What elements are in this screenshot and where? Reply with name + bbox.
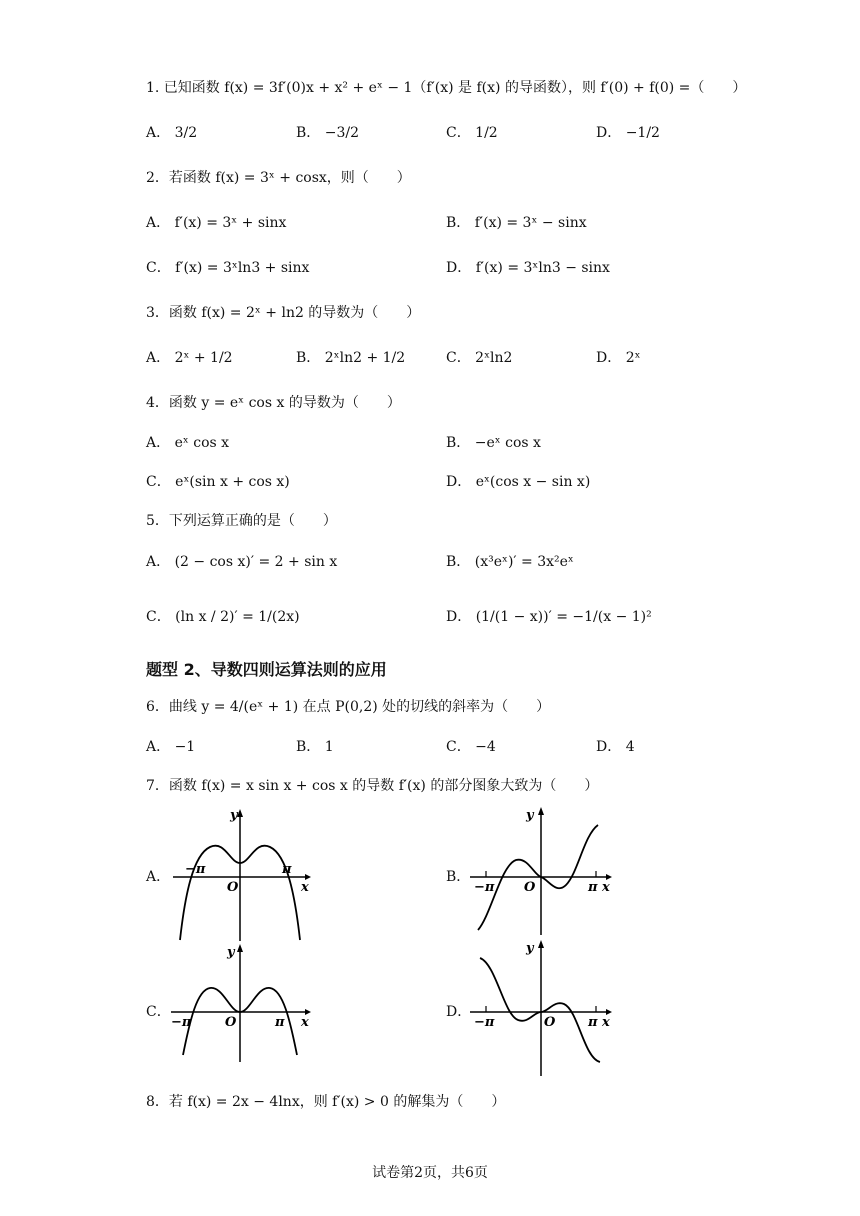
option-label: A．: [146, 739, 171, 755]
question-7-stem: 7．函数 f(x) = x sin x + cos x 的导数 f′(x) 的部分图象大致为（ ）: [146, 778, 599, 794]
q7-option-d-label[interactable]: D．: [446, 1004, 472, 1020]
option-text: −eˣ cos x: [474, 435, 541, 451]
q3-option-a[interactable]: [146, 348, 233, 368]
pi-label: π: [275, 1015, 285, 1030]
neg-pi-label: −π: [171, 1015, 192, 1030]
option-text: f′(x) = 3ˣln3 − sinx: [475, 260, 610, 276]
q6-option-d[interactable]: [596, 737, 635, 757]
x-label: x: [301, 880, 309, 895]
q5-option-c[interactable]: [146, 607, 300, 627]
option-text: 2ˣln2 + 1/2: [324, 350, 406, 366]
q4-option-a[interactable]: [146, 433, 229, 453]
option-label: D．: [446, 474, 472, 490]
option-label: B．: [446, 215, 471, 231]
option-label: B．: [446, 435, 471, 451]
option-label: D．: [446, 609, 472, 625]
q6-option-b[interactable]: [296, 737, 334, 757]
q2-option-a[interactable]: [146, 213, 286, 233]
y-label: y: [227, 945, 235, 960]
pi-label: π: [588, 1015, 598, 1030]
q7-option-c-label[interactable]: C．: [146, 1004, 171, 1020]
option-label: A．: [146, 215, 171, 231]
question-8-stem: 8．若 f(x) = 2x − 4lnx，则 f′(x) > 0 的解集为（ ）: [146, 1094, 506, 1110]
option-label: C．: [146, 609, 171, 625]
option-label: C．: [446, 350, 471, 366]
option-label: D．: [596, 350, 622, 366]
y-axis-arrow: [237, 809, 243, 817]
q3-option-d[interactable]: [596, 348, 641, 368]
option-label: B．: [296, 350, 321, 366]
neg-pi-label: −π: [474, 1015, 495, 1030]
question-5-stem: 5．下列运算正确的是（ ）: [146, 513, 337, 529]
origin-label: O: [544, 1015, 556, 1030]
question-3-stem: 3．函数 f(x) = 2ˣ + ln2 的导数为（ ）: [146, 305, 421, 321]
option-label: A．: [146, 554, 171, 570]
option-text: 4: [625, 739, 635, 755]
option-label: A．: [146, 125, 171, 141]
q4-option-b[interactable]: [446, 433, 541, 453]
option-label: D．: [596, 125, 622, 141]
option-label: D．: [446, 260, 472, 276]
q1-option-a[interactable]: [146, 123, 197, 143]
y-axis-arrow: [538, 807, 544, 815]
q2-option-b[interactable]: [446, 213, 587, 233]
option-text: 3/2: [174, 125, 198, 141]
option-text: 2ˣln2: [475, 350, 513, 366]
q7-option-b-label[interactable]: B．: [446, 869, 471, 885]
q3-option-c[interactable]: [446, 348, 512, 368]
option-label: C．: [446, 739, 471, 755]
q2-option-d[interactable]: [446, 258, 610, 278]
question-2-stem: 2．若函数 f(x) = 3ˣ + cosx，则（ ）: [146, 170, 411, 186]
origin-label: O: [524, 880, 536, 895]
origin-label: O: [227, 880, 239, 895]
question-1-stem: 1. 已知函数 f(x) = 3f′(0)x + x² + eˣ − 1（f′(x) 是 f(x) 的导函数），则 f′(0) + f(0) =（ ）: [146, 80, 747, 96]
option-text: 1/2: [475, 125, 498, 141]
q1-option-b[interactable]: [296, 123, 359, 143]
pi-label: π: [282, 862, 292, 877]
q5-option-d[interactable]: [446, 607, 652, 627]
section-heading: 题型 2、导数四则运算法则的应用: [146, 660, 387, 679]
option-text: (x³eˣ)′ = 3x²eˣ: [474, 554, 574, 570]
graph-b: [466, 805, 616, 940]
q1-option-d[interactable]: [596, 123, 660, 143]
option-text: f′(x) = 3ˣ − sinx: [474, 215, 587, 231]
option-text: 1: [324, 739, 334, 755]
q6-option-c[interactable]: [446, 737, 496, 757]
x-label: x: [301, 1015, 309, 1030]
x-label: x: [602, 1015, 610, 1030]
option-label: B．: [446, 554, 471, 570]
y-label: y: [230, 808, 238, 823]
option-label: A．: [146, 350, 171, 366]
x-label: x: [602, 880, 610, 895]
option-label: D．: [596, 739, 622, 755]
origin-label: O: [225, 1015, 237, 1030]
pi-label: π: [588, 880, 598, 895]
y-axis-arrow: [538, 940, 544, 948]
curve: [480, 958, 600, 1062]
option-text: eˣ(cos x − sin x): [475, 474, 591, 490]
q3-option-b[interactable]: [296, 348, 405, 368]
q5-option-b[interactable]: [446, 552, 574, 572]
neg-pi-label: −π: [474, 880, 495, 895]
graph-a: [165, 805, 315, 945]
q7-option-a-label[interactable]: A．: [146, 869, 171, 885]
question-4-stem: 4．函数 y = eˣ cos x 的导数为（ ）: [146, 395, 401, 411]
q4-option-d[interactable]: [446, 472, 590, 492]
question-6-stem: 6．曲线 y = 4/(eˣ + 1) 在点 P(0,2) 处的切线的斜率为（ ）: [146, 699, 551, 715]
q5-option-a[interactable]: [146, 552, 337, 572]
option-text: 2ˣ: [625, 350, 641, 366]
option-text: (2 − cos x)′ = 2 + sin x: [174, 554, 338, 570]
option-text: −4: [475, 739, 496, 755]
option-text: −1: [174, 739, 196, 755]
q4-option-c[interactable]: [146, 472, 290, 492]
graph-c: [165, 940, 315, 1065]
graph-d: [466, 940, 616, 1080]
page-footer: 试卷第2页，共6页: [372, 1165, 488, 1181]
q2-option-c[interactable]: [146, 258, 309, 278]
option-text: f′(x) = 3ˣln3 + sinx: [175, 260, 310, 276]
q1-option-c[interactable]: [446, 123, 498, 143]
option-text: (ln x / 2)′ = 1/(2x): [175, 609, 300, 625]
option-text: −1/2: [625, 125, 660, 141]
y-axis-arrow: [237, 944, 243, 952]
option-label: A．: [146, 435, 171, 451]
option-text: 2ˣ + 1/2: [174, 350, 233, 366]
option-label: C．: [446, 125, 471, 141]
option-text: −3/2: [324, 125, 360, 141]
y-label: y: [526, 808, 534, 823]
option-text: eˣ cos x: [174, 435, 230, 451]
neg-pi-label: −π: [185, 862, 206, 877]
option-text: f′(x) = 3ˣ + sinx: [174, 215, 287, 231]
option-label: B．: [296, 739, 321, 755]
y-label: y: [526, 941, 534, 956]
option-label: C．: [146, 474, 171, 490]
option-label: B．: [296, 125, 321, 141]
option-text: (1/(1 − x))′ = −1/(x − 1)²: [475, 609, 652, 625]
option-label: C．: [146, 260, 171, 276]
q6-option-a[interactable]: [146, 737, 195, 757]
option-text: eˣ(sin x + cos x): [175, 474, 290, 490]
